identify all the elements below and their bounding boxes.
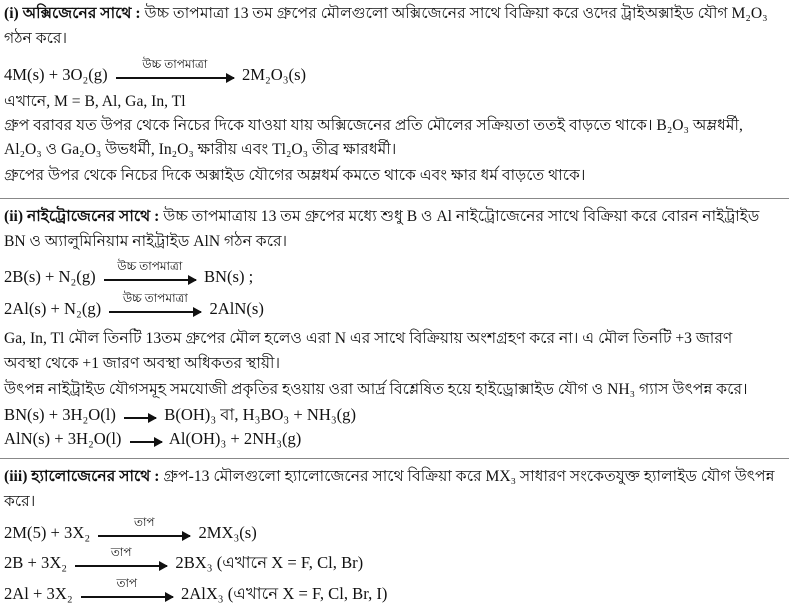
reaction-arrow (81, 576, 173, 597)
s1-text1: উচ্চ তাপমাত্রা 13 তম গ্রুপের মৌলগুলো অক্সিজেনের সাথে বিক্রিয়া করে ওদের ট্রাইঅক্সাইড যৌগ M₂O₃ (144, 5, 768, 22)
s1-line4: গ্রুপ বরাবর যত উপর থেকে নিচের দিকে যাওয়া যায় অক্সিজেনের প্রতি মৌলের সক্রিয়তা ততই বাড়তে থাকে। B₂O₃ অম্লধর্মী, (4, 117, 743, 134)
section-divider (0, 458, 789, 459)
s3-line1 (4, 468, 775, 486)
s2-eq4-right: Al(OH)₃ + 2NH₃(g) (168, 429, 302, 448)
s2-eq2-left: 2Al(s) + N₂(g) (4, 299, 102, 318)
s1-line5: Al₂O₃ ও Ga₂O₃ উভধর্মী, In₂O₃ ক্ষারীয় এবং Tl₂O₃ তীব্র ক্ষারধর্মী। (4, 141, 397, 158)
reaction-arrow (116, 57, 234, 78)
s3-eq2-left: 2B + 3X₂ (4, 553, 68, 572)
s2-eq2-cond: উচ্চ তাপমাত্রা (122, 291, 188, 306)
s2-eq3-left: BN(s) + 3H₂O(l) (4, 405, 116, 424)
s3-eq3-right: 2AlX₃ (এখানে X = F, Cl, Br, I) (180, 584, 388, 603)
s2-equation1 (4, 259, 254, 286)
s2-equation4 (4, 430, 301, 448)
reaction-arrow (75, 545, 167, 566)
reaction-arrow (98, 515, 190, 536)
s2-eq1-cond: উচ্চ তাপমাত্রা (117, 259, 183, 274)
s2-line2: BN ও অ্যালুমিনিয়াম নাইট্রাইড AlN গঠন করে। (4, 233, 288, 250)
s3-eq2-cond: তাপ (110, 545, 132, 560)
s2-line1 (4, 208, 759, 226)
s3-equation1 (4, 515, 257, 542)
reaction-arrow (124, 413, 156, 418)
reaction-arrow (130, 437, 162, 442)
s2-equation3 (4, 406, 356, 424)
s2-equation2 (4, 291, 264, 318)
section-divider (0, 198, 789, 199)
s3-equation2 (4, 545, 364, 572)
s1-eq-left: 4M(s) + 3O₂(g) (4, 65, 108, 84)
s3-line2: করে। (4, 493, 36, 510)
s3-eq2-right: 2BX₃ (এখানে X = F, Cl, Br) (175, 553, 364, 572)
s2-eq1-right: BN(s) ; (203, 267, 254, 286)
s3-eq3-left: 2Al + 3X₂ (4, 584, 73, 603)
s3-heading: (iii) হ্যালোজেনের সাথে : (4, 468, 160, 485)
s2-eq1-left: 2B(s) + N₂(g) (4, 267, 96, 286)
s1-heading: (i) অক্সিজেনের সাথে : (4, 5, 141, 22)
s2-line4: অবস্থা থেকে +1 জারণ অবস্থা অধিকতর স্থায়ী। (4, 355, 281, 372)
s3-equation3 (4, 576, 388, 603)
s3-eq1-right: 2MX₃(s) (198, 523, 257, 542)
s1-line3: এখানে, M = B, Al, Ga, In, Tl (4, 93, 186, 110)
s2-text1: উচ্চ তাপমাত্রায় 13 তম গ্রুপের মধ্যে শুধু B ও Al নাইট্রোজেনের সাথে বিক্রিয়া করে বোরন নাইট্রাইড (163, 208, 760, 225)
s1-equation (4, 57, 307, 84)
s3-eq3-cond: তাপ (116, 576, 138, 591)
reaction-arrow (109, 291, 201, 312)
s2-eq2-right: 2AlN(s) (209, 299, 264, 318)
s1-line6: গ্রুপের উপর থেকে নিচের দিকে অক্সাইড যৌগের অম্লধর্ম কমতে থাকে এবং ক্ষার ধর্ম বাড়তে থাকে। (4, 167, 586, 184)
s3-eq1-left: 2M(5) + 3X₂ (4, 523, 91, 542)
s2-line3: Ga, In, Tl মৌল তিনটি 13তম গ্রুপের মৌল হলেও এরা N এর সাথে বিক্রিয়ায় অংশগ্রহণ করে না। এ মৌল তিনটি +3 জারণ (4, 330, 733, 347)
s2-line5: উৎপন্ন নাইট্রাইড যৌগসমূহ সমযোজী প্রকৃতির হওয়ায় ওরা আর্দ্র বিশ্লেষিত হয়ে হাইড্রোক্সাইড যৌগ ও NH₃ গ্যাস উৎপন্ন করে। (4, 381, 748, 398)
s1-line1 (4, 5, 768, 23)
s2-eq4-left: AlN(s) + 3H₂O(l) (4, 429, 122, 448)
s3-eq1-cond: তাপ (133, 515, 155, 530)
s1-eq-cond: উচ্চ তাপমাত্রা (142, 57, 208, 72)
s1-line2: গঠন করে। (4, 30, 68, 47)
s2-eq3-right: B(OH)₃ বা, H₃BO₃ + NH₃(g) (164, 405, 356, 424)
s2-heading: (ii) নাইট্রোজেনের সাথে : (4, 208, 160, 225)
s1-eq-right: 2M₂O₃(s) (241, 65, 307, 84)
s3-text1: গ্রুপ-13 মৌলগুলো হ্যালোজেনের সাথে বিক্রিয়া করে MX₃ সাধারণ সংকেতযুক্ত হ্যালাইড যৌগ উৎপন্ন (163, 468, 775, 485)
reaction-arrow (104, 259, 196, 280)
